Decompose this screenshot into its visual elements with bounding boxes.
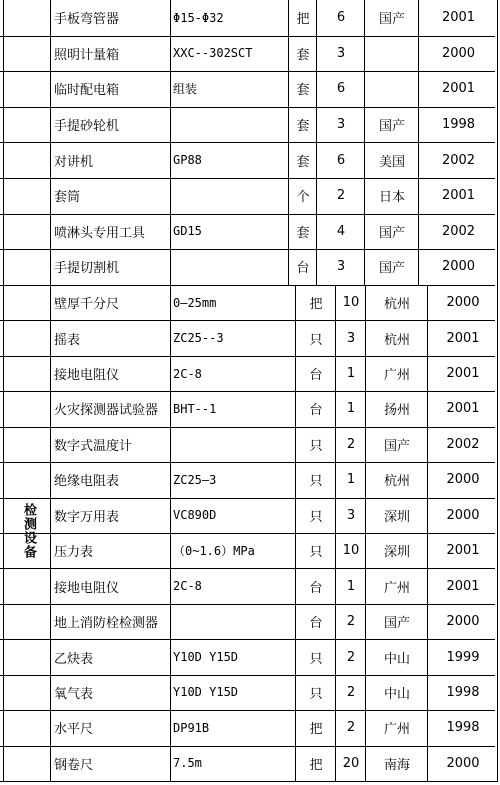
cell-origin: 日本 (364, 178, 419, 214)
table-row (0, 142, 495, 179)
cell-unit: 只 (295, 320, 336, 355)
cell-name: 地上消防栓检测器 (50, 604, 174, 639)
cell-name: 对讲机 (50, 142, 174, 178)
table-bottom-border (3, 781, 498, 782)
cell-origin (364, 71, 419, 107)
cell-unit: 只 (295, 462, 336, 497)
table-row (0, 0, 495, 37)
cell-unit: 台 (295, 356, 336, 391)
cell-name: 乙炔表 (50, 639, 174, 674)
cell-model: （0~1.6）MPa (170, 533, 298, 568)
cell-model (170, 249, 291, 285)
cell-name: 临时配电箱 (50, 71, 174, 107)
cell-origin: 国产 (364, 107, 419, 143)
cell-qty: 4 (316, 214, 365, 250)
cell-name: 水平尺 (50, 710, 174, 745)
cell-qty: 3 (335, 320, 366, 355)
cell-unit: 个 (288, 178, 317, 214)
cell-model: DP91B (170, 710, 298, 745)
cell-model: BHT--1 (170, 391, 298, 426)
cell-qty: 2 (316, 178, 365, 214)
table-row (0, 249, 495, 286)
cell-name: 壁厚千分尺 (50, 285, 174, 320)
cell-qty: 1 (335, 462, 366, 497)
table-row (0, 285, 495, 321)
cell-model (170, 427, 298, 462)
cell-unit: 只 (295, 639, 336, 674)
cell-model: 2C-8 (170, 356, 298, 391)
cell-name: 接地电阻仪 (50, 356, 174, 391)
cell-origin: 广州 (365, 356, 428, 391)
cell-name: 数字式温度计 (50, 427, 174, 462)
cell-year: 2000 (427, 746, 498, 781)
table-row (0, 427, 495, 463)
cell-qty: 2 (335, 639, 366, 674)
category-label: 检测设备 (21, 503, 36, 559)
cell-origin (364, 36, 419, 72)
cell-qty: 1 (335, 356, 366, 391)
cell-model: XXC--302SCT (170, 36, 291, 72)
cell-name: 喷淋头专用工具 (50, 214, 174, 250)
cell-qty: 3 (335, 498, 366, 533)
cell-unit: 只 (295, 675, 336, 710)
category-cell-inspection (3, 285, 50, 782)
table-row (0, 675, 495, 711)
cell-unit: 台 (288, 249, 317, 285)
cell-origin: 深圳 (365, 498, 428, 533)
cell-year: 2000 (427, 498, 498, 533)
cell-year: 2000 (427, 604, 498, 639)
cell-model: ZC25--3 (170, 320, 298, 355)
cell-origin: 国产 (364, 249, 419, 285)
cell-origin: 扬州 (365, 391, 428, 426)
cell-origin: 美国 (364, 142, 419, 178)
cell-unit: 只 (295, 533, 336, 568)
cell-year: 2001 (427, 391, 498, 426)
cell-model: VC890D (170, 498, 298, 533)
cell-unit: 把 (295, 710, 336, 745)
cell-unit: 台 (295, 391, 336, 426)
cell-name: 手板弯管器 (50, 0, 174, 36)
cell-unit: 只 (295, 498, 336, 533)
cell-name: 接地电阻仪 (50, 568, 174, 603)
table-row (0, 533, 495, 569)
cell-qty: 6 (316, 142, 365, 178)
cell-year: 2000 (418, 36, 498, 72)
cell-origin: 广州 (365, 568, 428, 603)
cell-origin: 国产 (364, 214, 419, 250)
table-row (0, 462, 495, 498)
cell-name: 压力表 (50, 533, 174, 568)
cell-model (170, 107, 291, 143)
cell-qty: 1 (335, 391, 366, 426)
cell-unit: 台 (295, 604, 336, 639)
cell-qty: 3 (316, 36, 365, 72)
cell-qty: 10 (335, 285, 366, 320)
cell-qty: 6 (316, 71, 365, 107)
cell-origin: 南海 (365, 746, 428, 781)
cell-qty: 1 (335, 568, 366, 603)
cell-model: 2C-8 (170, 568, 298, 603)
cell-model: ZC25—3 (170, 462, 298, 497)
cell-qty: 20 (335, 746, 366, 781)
table-row (0, 36, 495, 73)
cell-unit: 只 (295, 427, 336, 462)
cell-year: 1998 (427, 710, 498, 745)
cell-year: 2001 (427, 356, 498, 391)
cell-name: 套筒 (50, 178, 174, 214)
table-row (0, 604, 495, 640)
cell-qty: 2 (335, 675, 366, 710)
cell-unit: 套 (288, 36, 317, 72)
cell-model: 7.5m (170, 746, 298, 781)
cell-qty: 3 (316, 249, 365, 285)
cell-unit: 套 (288, 107, 317, 143)
cell-name: 火灾探测器试验器 (50, 391, 174, 426)
cell-name: 手提切割机 (50, 249, 174, 285)
cell-year: 2000 (427, 462, 498, 497)
cell-origin: 国产 (364, 0, 419, 36)
cell-unit: 套 (288, 71, 317, 107)
table-row (0, 639, 495, 675)
cell-name: 数字万用表 (50, 498, 174, 533)
cell-unit: 台 (295, 568, 336, 603)
cell-unit: 把 (295, 746, 336, 781)
cell-origin: 中山 (365, 639, 428, 674)
cell-model: 组装 (170, 71, 291, 107)
cell-qty: 6 (316, 0, 365, 36)
table-row (0, 71, 495, 108)
cell-year: 2002 (418, 214, 498, 250)
cell-origin: 深圳 (365, 533, 428, 568)
table-row (0, 178, 495, 215)
cell-name: 钢卷尺 (50, 746, 174, 781)
cell-year: 1999 (427, 639, 498, 674)
cell-name: 手提砂轮机 (50, 107, 174, 143)
cell-qty: 2 (335, 710, 366, 745)
cell-model (170, 178, 291, 214)
cell-year: 2001 (427, 320, 498, 355)
table-row (0, 746, 495, 782)
category-cell-blank (3, 0, 50, 286)
cell-year: 2001 (418, 71, 498, 107)
table-row (0, 568, 495, 604)
table-row (0, 320, 495, 356)
cell-year: 1998 (427, 675, 498, 710)
cell-origin: 杭州 (365, 462, 428, 497)
cell-unit: 把 (295, 285, 336, 320)
cell-year: 2002 (418, 142, 498, 178)
cell-year: 2000 (427, 285, 498, 320)
cell-year: 2001 (418, 178, 498, 214)
table-row (0, 498, 495, 534)
cell-year: 2001 (427, 568, 498, 603)
cell-unit: 把 (288, 0, 317, 36)
cell-qty: 3 (316, 107, 365, 143)
table-row (0, 391, 495, 427)
cell-model: GD15 (170, 214, 291, 250)
cell-qty: 10 (335, 533, 366, 568)
cell-year: 1998 (418, 107, 498, 143)
cell-model: Y10D Y15D (170, 675, 298, 710)
cell-origin: 中山 (365, 675, 428, 710)
cell-name: 氧气表 (50, 675, 174, 710)
cell-unit: 套 (288, 214, 317, 250)
cell-origin: 杭州 (365, 320, 428, 355)
cell-qty: 2 (335, 427, 366, 462)
cell-model: Φ15-Φ32 (170, 0, 291, 36)
cell-year: 2000 (418, 249, 498, 285)
cell-unit: 套 (288, 142, 317, 178)
table-row (0, 214, 495, 251)
cell-model (170, 604, 298, 639)
cell-origin: 杭州 (365, 285, 428, 320)
cell-year: 2001 (418, 0, 498, 36)
table-row (0, 356, 495, 392)
cell-model: 0—25mm (170, 285, 298, 320)
cell-origin: 国产 (365, 427, 428, 462)
cell-qty: 2 (335, 604, 366, 639)
cell-name: 绝缘电阻表 (50, 462, 174, 497)
cell-model: GP88 (170, 142, 291, 178)
table-row (0, 107, 495, 144)
cell-year: 2002 (427, 427, 498, 462)
table-row (0, 710, 495, 746)
cell-origin: 广州 (365, 710, 428, 745)
cell-model: Y10D Y15D (170, 639, 298, 674)
cell-name: 摇表 (50, 320, 174, 355)
cell-name: 照明计量箱 (50, 36, 174, 72)
cell-year: 2001 (427, 533, 498, 568)
cell-origin: 国产 (365, 604, 428, 639)
